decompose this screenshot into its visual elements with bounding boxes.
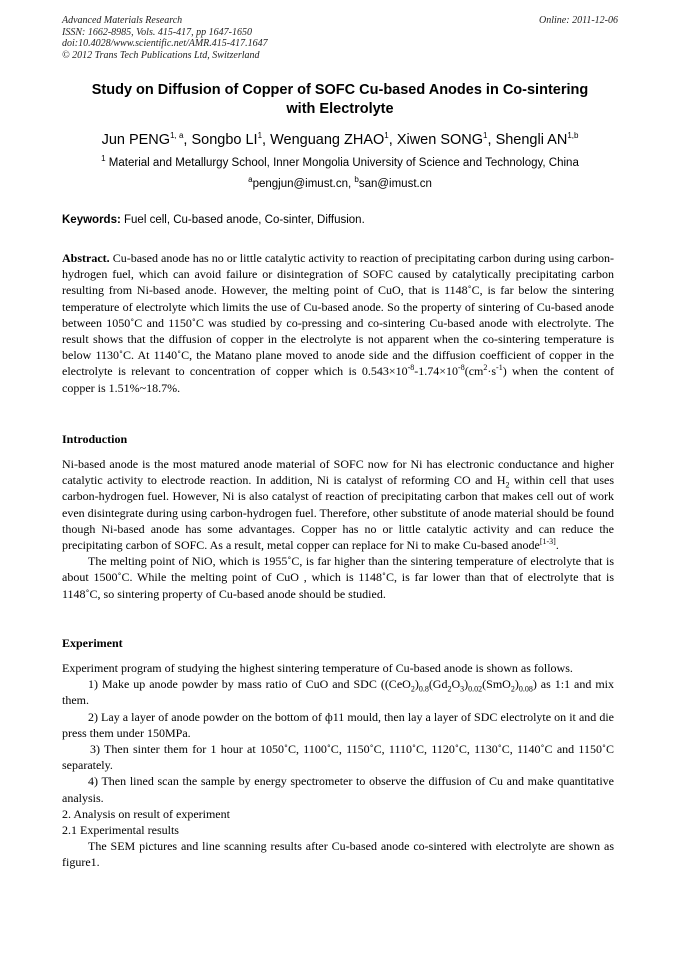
- experiment-step-4: 4) Then lined scan the sample by energy spectrometer to observe the diffusion of Cu and make quantitative analysis.: [62, 774, 614, 805]
- abstract-exp-1: -8: [407, 363, 415, 373]
- email-a-sup: a: [248, 175, 253, 185]
- email-line: $^a$pengjun@imust.cn, $^b$san@imust.cn: [248, 175, 432, 190]
- journal-name: Advanced Materials Research: [62, 15, 183, 26]
- abstract-exp-4: -1: [496, 363, 503, 373]
- abstract-text-1: Cu-based anode has no or little catalytic activity to reaction of precipitating carbon during using carbon-hydrogen fuel, which can avoid failure or disintegration of SOFC caused by catalytically precipitating carbon resulting from Ni-based anode. However, the melting point of CuO, that is 1148˚C, is far below the sintering temperature of electrolyte which limits the use of Cu-based anode. So the property of sintering of Cu-based anode between 1050˚C and 1150˚C was studied by co-pressing and co-sintering Cu-based anode with electrolyte. The result shows that the diffusion of copper in the electrolyte is not apparent when the co-sintering temperature is below 1130˚C. At 1140˚C, the Matano plane moved to anode side and the diffusion coefficient of copper in the electrolyte is relevant to concentration of copper which is 0.543×10: [62, 251, 614, 379]
- introduction-body: [62, 456, 614, 602]
- author-5-sup: 1,b: [567, 131, 579, 141]
- title-line-2: with Electrolyte: [286, 101, 394, 117]
- step1-sub-5: 0.02: [468, 684, 483, 694]
- abstract-label: Abstract.: [62, 251, 110, 265]
- keywords: [62, 213, 618, 228]
- affiliation: [62, 156, 618, 171]
- affiliation-sup: 1: [101, 154, 106, 164]
- experiment-step-2: 2) Lay a layer of anode powder on the bottom of ф11 mould, then lay a layer of SDC electrolyte on it and die press them under 150MPa.: [62, 709, 614, 740]
- keywords-text: Fuel cell, Cu-based anode, Co-sinter, Diffusion.: [124, 214, 365, 226]
- step1-text-c: (Gd: [428, 677, 448, 692]
- journal-header: [62, 15, 618, 61]
- copyright-line: © 2012 Trans Tech Publications Ltd, Switzerland: [62, 49, 260, 61]
- online-date: Online: 2011-12-06: [539, 15, 618, 26]
- step1-sub-2: 0.8: [418, 684, 429, 694]
- step1-text-d: O: [451, 677, 461, 692]
- intro-paragraph-2: The melting point of NiO, which is 1955˚C, is far higher than the sintering temperature of electrolyte that is about 1500˚C. While the melting point of CuO , which is 1148˚C, is far lower than that of electrolyte that is 1148˚C, so sintering property of Cu-based anode should be studied.: [62, 554, 614, 601]
- step1-sub-1: 2: [410, 684, 415, 694]
- author-1-sup: 1, a: [170, 131, 184, 141]
- author-2-sup: 1: [257, 131, 263, 141]
- intro-p1-text-a: Ni-based anode is the most matured anode material of SOFC now for Ni has electronic conductance and higher catalytic activity to electrode reaction. In addition, Ni is catalyst of reforming CO and H: [62, 457, 614, 488]
- issn-line: ISSN: 1662-8985, Vols. 415-417, pp 1647-1650: [62, 26, 252, 38]
- intro-p1-ref: [1-3]: [539, 537, 556, 547]
- author-2: Songbo LI: [191, 132, 258, 148]
- introduction-heading: Introduction: [62, 432, 128, 446]
- email-b-sup: b: [354, 175, 359, 185]
- author-3-sup: 1: [384, 131, 389, 141]
- email-a[interactable]: pengjun@imust.cn: [252, 178, 348, 190]
- keywords-label: Keywords:: [62, 214, 121, 226]
- affiliation-text: Material and Metallurgy School, Inner Mongolia University of Science and Technology, China: [108, 157, 579, 169]
- step1-sub-7: 0.08: [518, 684, 533, 694]
- step1-text-e: ): [464, 677, 469, 692]
- abstract-text-5: ) when the content of copper is 1.51%~18.7%.: [62, 364, 614, 395]
- author-3: Wenguang ZHAO: [270, 132, 385, 148]
- experiment-step-1: [62, 676, 614, 708]
- author-list: Jun PENG$^{1, a}$, Songbo $LI^1$, Wenguang ZHAO$^1$, Xiwen SONG$^1$, Shengli AN$^{1,b}$: [101, 131, 579, 148]
- section-2-heading: 2. Analysis on result of experiment: [62, 806, 230, 821]
- intro-p1-sub: 2: [505, 480, 510, 490]
- paper-title: [62, 81, 618, 119]
- abstract-text-3: (cm: [464, 364, 484, 379]
- author-1: Jun PENG: [101, 132, 171, 148]
- abstract: [62, 250, 614, 396]
- step1-text-g: ): [514, 677, 519, 692]
- experiment-heading: Experiment: [62, 636, 123, 650]
- title-line-1: Study on Diffusion of Copper of SOFC Cu-based Anodes in Co-sintering: [91, 82, 589, 98]
- experiment-paragraph-1: Experiment program of studying the highest sintering temperature of Cu-based anode is shown as follows.: [62, 661, 573, 675]
- experiment-body: [62, 660, 614, 871]
- step1-sub-4: 3: [460, 684, 465, 694]
- abstract-exp-3: 2: [483, 363, 488, 373]
- step1-text-a: 1) Make up anode powder by mass ratio of CuO and SDC ((CeO: [88, 677, 411, 692]
- abstract-text-4: ·s: [487, 364, 497, 379]
- author-4: Xiwen SONG: [396, 132, 484, 148]
- intro-paragraph-1: [62, 456, 614, 553]
- doi-line: doi:10.4028/www.scientific.net/AMR.415-417.1647: [62, 38, 268, 49]
- step1-sub-6: 2: [510, 684, 515, 694]
- step1-sub-3: 2: [447, 684, 452, 694]
- section-2-1-paragraph: The SEM pictures and line scanning results after Cu-based anode co-sintered with electrolyte are shown as figure1.: [62, 839, 614, 870]
- author-5: Shengli AN: [495, 132, 568, 148]
- abstract-text-2: -1.74×10: [414, 364, 459, 379]
- email-b[interactable]: san@imust.cn: [358, 178, 432, 190]
- step1-text-f: (SmO: [482, 677, 511, 692]
- section-2-1-heading: 2.1 Experimental results: [62, 823, 179, 838]
- intro-p1-text-c: .: [555, 538, 559, 553]
- abstract-exp-2: -8: [458, 363, 465, 373]
- author-4-sup: 1: [483, 131, 488, 141]
- experiment-step-3: 3) Then sinter them for 1 hour at 1050˚C, 1100˚C, 1150˚C, 1110˚C, 1120˚C, 1130˚C, 1140˚C and 1150˚C separately.: [62, 742, 614, 773]
- intro-p1-text-b: within cell that uses carbon-hydrogen fuel. However, Ni is also catalyst of reaction of precipitating carbon that makes cell out of work even disintegrate during using carbon-hydrogen fuel. Therefore, other substitute of anode material should be found though Ni-based anode has some advantages. Copper has no or little catalytic activity and can reduce the precipitating carbon of SOFC. As a result, metal copper can replace for Ni to make Cu-based anode: [62, 473, 614, 553]
- step1-text-b: ): [414, 677, 419, 692]
- step1-text-h: ) as 1:1 and mix them.: [62, 677, 614, 708]
